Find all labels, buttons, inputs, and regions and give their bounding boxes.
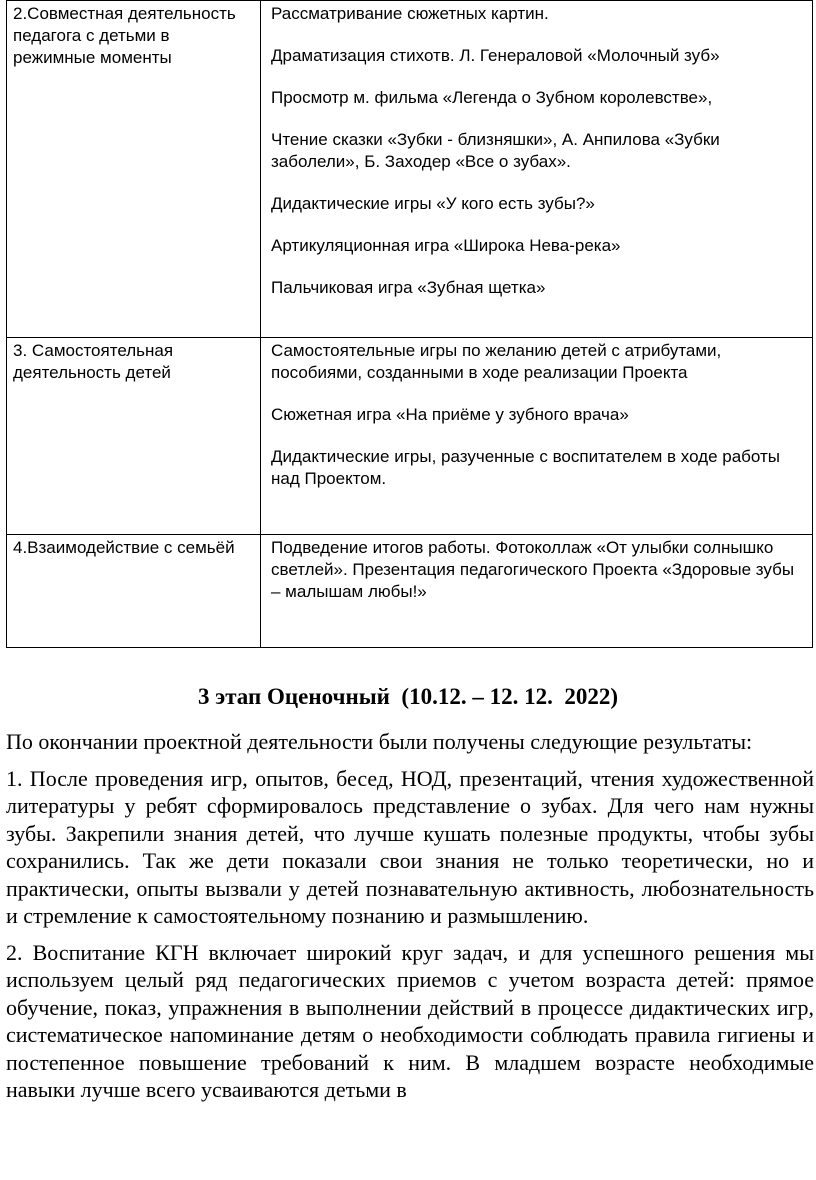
table-row [7,338,813,535]
body-paragraph: 2. Воспитание КГН включает широкий круг задач, и для успешного решения мы используем целый ряд педагогических приемов с учетом возраста детей: прямое обучение, показ, упражнения в выполнении действий в процессе дидактических игр, систематическое напоминание детям о необходимости соблюдать правила гигиены и постепенное повышение требований к ним. В младшем возрасте необходимые навыки лучше всего усваиваются детьми в [6,939,814,1102]
table-row [7,1,813,338]
activity-item: Пальчиковая игра «Зубная щетка» [271,278,546,297]
activity-item: Подведение итогов работы. Фотоколлаж «От улыбки солнышко светлей». Презентация педагогического Проекта «Здоровые зубы – малышам любы!» [271,538,795,601]
activities-table [6,0,813,648]
content-cell [261,1,813,338]
stage-cell [7,535,261,648]
body-paragraph: 1. После проведения игр, опытов, бесед, НОД, презентаций, чтения художественной литературы у ребят сформировалось представление о зубах. Для чего нам нужны зубы. Закрепили знания детей, что лучше кушать полезные продукты, чтобы зубы сохранились. Так же дети показали свои знания не только теоретически, но и практически, опыты вызвали у детей познавательную активность, любознательность и стремление к самостоятельному познанию и размышлению. [6,765,814,928]
activity-item: Самостоятельные игры по желанию детей с атрибутами, пособиями, созданными в ходе реализации Проекта [271,341,722,382]
stage-label: 2.Совместная деятельность педагога с детьми в режимные моменты [13,4,236,67]
section-heading: 3 этап Оценочный (10.12. – 12. 12. 2022) [198,684,618,709]
section-body [6,728,814,1113]
activity-item: Чтение сказки «Зубки - близняшки», А. Анпилова «Зубки заболели», Б. Заходер «Все о зубах». [271,130,720,171]
stage-cell [7,338,261,535]
activity-item: Рассматривание сюжетных картин. [271,4,549,23]
stage-label: 4.Взаимодействие с семьёй [13,538,235,557]
activity-item: Артикуляционная игра «Широка Нева-река» [271,236,621,255]
activity-item: Сюжетная игра «На приёме у зубного врача» [271,405,629,424]
content-cell [261,338,813,535]
body-paragraph: По окончании проектной деятельности были получены следующие результаты: [6,729,753,754]
content-cell [261,535,813,648]
activity-item: Драматизация стихотв. Л. Генераловой «Молочный зуб» [271,46,720,65]
activity-item: Дидактические игры, разученные с воспитателем в ходе работы над Проектом. [271,447,780,488]
activity-item: Просмотр м. фильма «Легенда о Зубном королевстве», [271,88,713,107]
stage-label: 3. Самостоятельная деятельность детей [13,341,174,382]
activity-item: Дидактические игры «У кого есть зубы?» [271,194,595,213]
table-row [7,535,813,648]
stage-cell [7,1,261,338]
